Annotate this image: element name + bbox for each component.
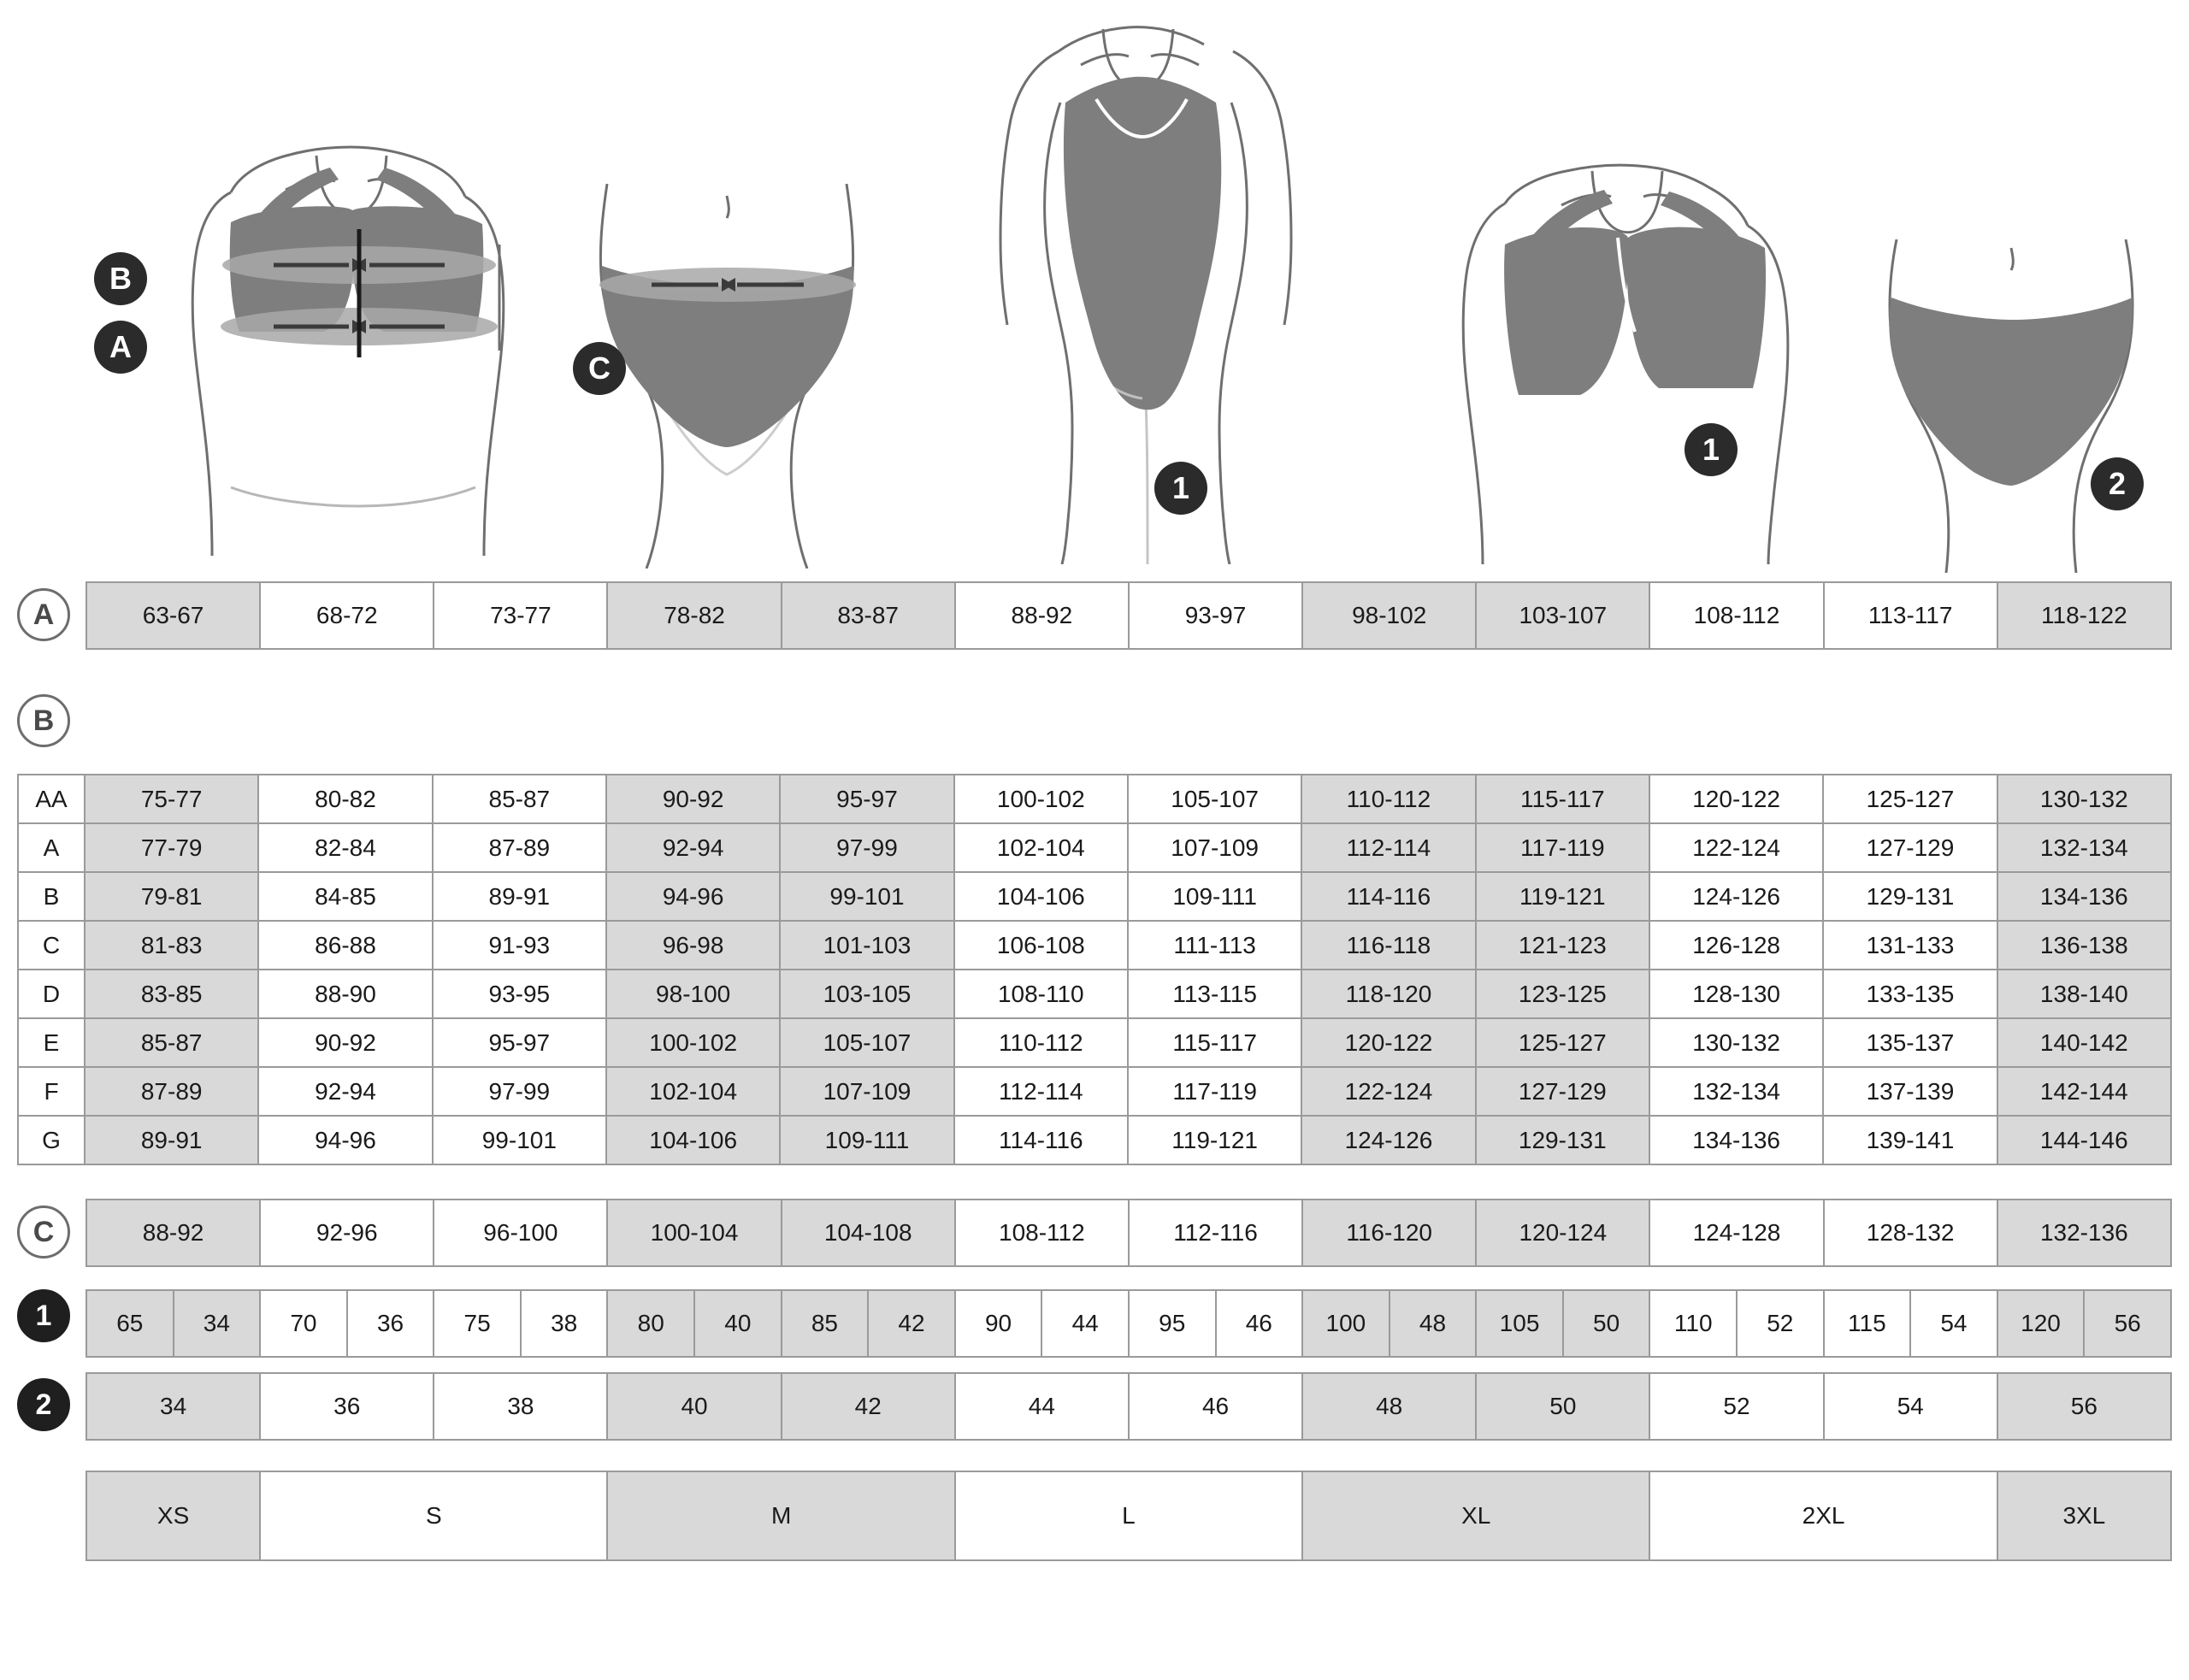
cell-2-8: 50 — [1476, 1373, 1649, 1440]
row-1-table — [86, 1289, 2172, 1358]
row-2-badge-label: 2 — [35, 1388, 52, 1421]
row-1-strip-wrap — [86, 1289, 2172, 1358]
cell-letter-2: M — [607, 1471, 954, 1560]
letter-size-table — [86, 1471, 2172, 1561]
cell-letter-6: 3XL — [1997, 1471, 2171, 1560]
cell-2-5: 44 — [955, 1373, 1129, 1440]
table-row — [86, 1373, 2171, 1440]
cell-b-7-4: 109-111 — [780, 1116, 953, 1164]
cell-b-3-4: 101-103 — [780, 921, 953, 970]
cell-b-1-11: 132-134 — [1997, 823, 2171, 872]
cell-b-4-1: 88-90 — [258, 970, 432, 1018]
cell-b-0-5: 100-102 — [954, 775, 1128, 823]
cell-a-0: 63-67 — [86, 582, 260, 649]
cell-b-2-10: 129-131 — [1823, 872, 1997, 921]
cell-b-3-7: 116-118 — [1301, 921, 1475, 970]
row-b-badge-wrap — [17, 694, 70, 747]
row-1-badge-label: 1 — [35, 1299, 52, 1332]
cell-b-3-9: 126-128 — [1649, 921, 1823, 970]
cell-b-3-8: 121-123 — [1476, 921, 1649, 970]
cell-1-3-0: 80 — [607, 1290, 694, 1357]
figure-brief — [1864, 239, 2180, 573]
table-row — [18, 775, 2171, 823]
cell-b-5-4: 105-107 — [780, 1018, 953, 1067]
cell-2-4: 42 — [782, 1373, 955, 1440]
cell-2-7: 48 — [1302, 1373, 1476, 1440]
cell-b-5-1: 90-92 — [258, 1018, 432, 1067]
cell-a-10: 113-117 — [1824, 582, 1997, 649]
cell-b-4-11: 138-140 — [1997, 970, 2171, 1018]
cell-b-3-11: 136-138 — [1997, 921, 2171, 970]
cell-b-0-7: 110-112 — [1301, 775, 1475, 823]
cell-2-6: 46 — [1129, 1373, 1302, 1440]
cell-b-7-6: 119-121 — [1128, 1116, 1301, 1164]
cell-b-6-3: 102-104 — [606, 1067, 780, 1116]
table-row — [86, 582, 2171, 649]
cup-row-label: B — [18, 872, 85, 921]
cell-c-11: 132-136 — [1997, 1200, 2171, 1266]
cup-row-label: C — [18, 921, 85, 970]
cell-b-2-11: 134-136 — [1997, 872, 2171, 921]
cell-b-6-4: 107-109 — [780, 1067, 953, 1116]
row-1-badge-wrap — [17, 1289, 70, 1342]
cup-row-label: AA — [18, 775, 85, 823]
cell-b-4-4: 103-105 — [780, 970, 953, 1018]
row-c-badge — [17, 1205, 70, 1259]
marker-c-label: C — [588, 351, 611, 386]
cell-b-1-8: 117-119 — [1476, 823, 1649, 872]
row-b-badge — [17, 694, 70, 747]
cell-1-3-1: 40 — [694, 1290, 782, 1357]
table-row — [86, 1290, 2171, 1357]
table-row — [18, 970, 2171, 1018]
cell-b-2-2: 89-91 — [433, 872, 606, 921]
bust-figure-svg — [103, 9, 547, 573]
cell-b-1-4: 97-99 — [780, 823, 953, 872]
cell-b-5-8: 125-127 — [1476, 1018, 1649, 1067]
cell-b-0-0: 75-77 — [85, 775, 258, 823]
cell-b-1-0: 77-79 — [85, 823, 258, 872]
cell-b-1-2: 87-89 — [433, 823, 606, 872]
cell-1-6-0: 95 — [1129, 1290, 1216, 1357]
marker-2-brief — [2091, 457, 2144, 510]
cell-b-5-9: 130-132 — [1649, 1018, 1823, 1067]
cell-1-8-1: 50 — [1563, 1290, 1650, 1357]
cell-a-5: 88-92 — [955, 582, 1129, 649]
cell-b-4-9: 128-130 — [1649, 970, 1823, 1018]
cell-b-2-8: 119-121 — [1476, 872, 1649, 921]
row-a-badge-label: A — [32, 598, 55, 631]
cell-b-6-2: 97-99 — [433, 1067, 606, 1116]
cell-b-2-6: 109-111 — [1128, 872, 1301, 921]
cup-table-wrap — [17, 774, 2172, 1165]
cell-1-7-0: 100 — [1302, 1290, 1390, 1357]
cell-b-3-5: 106-108 — [954, 921, 1128, 970]
cell-b-4-2: 93-95 — [433, 970, 606, 1018]
cell-c-7: 116-120 — [1302, 1200, 1476, 1266]
cell-letter-0: XS — [86, 1471, 260, 1560]
cell-1-2-0: 75 — [434, 1290, 521, 1357]
cell-1-6-1: 46 — [1216, 1290, 1303, 1357]
row-a-badge-wrap — [17, 588, 70, 641]
marker-c-figure — [573, 342, 626, 395]
cell-a-6: 93-97 — [1129, 582, 1302, 649]
cell-c-2: 96-100 — [434, 1200, 607, 1266]
cell-b-4-5: 108-110 — [954, 970, 1128, 1018]
cell-b-6-10: 137-139 — [1823, 1067, 1997, 1116]
cell-b-1-5: 102-104 — [954, 823, 1128, 872]
figure-bust-measurement — [103, 9, 547, 573]
row-2-badge — [17, 1378, 70, 1431]
figure-hip-measurement — [564, 184, 923, 569]
cell-1-8-0: 105 — [1476, 1290, 1563, 1357]
table-row — [18, 1018, 2171, 1067]
cell-b-1-10: 127-129 — [1823, 823, 1997, 872]
illustration-row — [0, 0, 2189, 581]
cell-c-8: 120-124 — [1476, 1200, 1649, 1266]
cell-b-0-3: 90-92 — [606, 775, 780, 823]
cell-b-7-0: 89-91 — [85, 1116, 258, 1164]
cell-b-5-11: 140-142 — [1997, 1018, 2171, 1067]
cell-b-0-4: 95-97 — [780, 775, 953, 823]
cell-b-6-7: 122-124 — [1301, 1067, 1475, 1116]
cell-b-5-0: 85-87 — [85, 1018, 258, 1067]
cell-b-1-3: 92-94 — [606, 823, 780, 872]
cell-1-11-0: 120 — [1997, 1290, 2085, 1357]
marker-a-label: A — [109, 329, 132, 364]
cell-letter-5: 2XL — [1649, 1471, 1997, 1560]
cell-b-7-11: 144-146 — [1997, 1116, 2171, 1164]
cell-2-9: 52 — [1649, 1373, 1823, 1440]
cell-b-2-7: 114-116 — [1301, 872, 1475, 921]
cell-c-9: 124-128 — [1649, 1200, 1823, 1266]
cell-a-4: 83-87 — [782, 582, 955, 649]
cell-b-3-10: 131-133 — [1823, 921, 1997, 970]
cell-b-5-10: 135-137 — [1823, 1018, 1997, 1067]
cell-b-5-7: 120-122 — [1301, 1018, 1475, 1067]
cell-c-10: 128-132 — [1824, 1200, 1997, 1266]
cell-b-1-7: 112-114 — [1301, 823, 1475, 872]
cell-1-10-1: 54 — [1910, 1290, 1997, 1357]
cell-b-3-0: 81-83 — [85, 921, 258, 970]
cell-b-7-1: 94-96 — [258, 1116, 432, 1164]
table-row — [86, 1200, 2171, 1266]
table-row — [18, 1116, 2171, 1164]
bra-figure-svg — [1402, 162, 1804, 564]
figure-onepiece — [966, 0, 1325, 564]
cell-c-5: 108-112 — [955, 1200, 1129, 1266]
cell-c-4: 104-108 — [782, 1200, 955, 1266]
cell-c-1: 92-96 — [260, 1200, 434, 1266]
table-row — [18, 1067, 2171, 1116]
cell-letter-4: XL — [1302, 1471, 1649, 1560]
cell-b-6-5: 112-114 — [954, 1067, 1128, 1116]
cell-c-0: 88-92 — [86, 1200, 260, 1266]
cup-table — [17, 774, 2172, 1165]
cell-b-0-2: 85-87 — [433, 775, 606, 823]
row-2-strip-wrap — [86, 1372, 2172, 1441]
marker-1-label: 1 — [1171, 470, 1190, 505]
cell-b-2-0: 79-81 — [85, 872, 258, 921]
cell-b-4-0: 83-85 — [85, 970, 258, 1018]
cell-b-2-1: 84-85 — [258, 872, 432, 921]
cell-1-7-1: 48 — [1390, 1290, 1477, 1357]
row-2-badge-wrap — [17, 1378, 70, 1431]
row-a-table — [86, 581, 2172, 650]
cell-c-6: 112-116 — [1129, 1200, 1302, 1266]
cell-letter-3: L — [955, 1471, 1302, 1560]
cell-a-7: 98-102 — [1302, 582, 1476, 649]
marker-b-label: B — [109, 261, 132, 296]
cell-1-4-1: 42 — [868, 1290, 955, 1357]
cell-b-1-6: 107-109 — [1128, 823, 1301, 872]
cell-b-2-9: 124-126 — [1649, 872, 1823, 921]
cup-row-label: F — [18, 1067, 85, 1116]
marker-b-figure — [94, 252, 147, 305]
cell-1-9-0: 110 — [1649, 1290, 1737, 1357]
figure-bra — [1402, 162, 1804, 564]
cell-letter-1: S — [260, 1471, 607, 1560]
cell-a-2: 73-77 — [434, 582, 607, 649]
cell-b-0-9: 120-122 — [1649, 775, 1823, 823]
cell-a-3: 78-82 — [607, 582, 781, 649]
cell-b-3-6: 111-113 — [1128, 921, 1301, 970]
marker-1-bra — [1685, 423, 1738, 476]
row-c-strip-wrap — [86, 1199, 2172, 1267]
cell-b-6-11: 142-144 — [1997, 1067, 2171, 1116]
cell-b-2-5: 104-106 — [954, 872, 1128, 921]
cell-b-7-9: 134-136 — [1649, 1116, 1823, 1164]
cell-b-5-6: 115-117 — [1128, 1018, 1301, 1067]
cell-1-5-1: 44 — [1041, 1290, 1129, 1357]
cell-2-3: 40 — [607, 1373, 781, 1440]
cell-b-6-9: 132-134 — [1649, 1067, 1823, 1116]
cell-b-5-5: 110-112 — [954, 1018, 1128, 1067]
cell-b-0-6: 105-107 — [1128, 775, 1301, 823]
cell-b-4-8: 123-125 — [1476, 970, 1649, 1018]
cell-1-4-0: 85 — [782, 1290, 869, 1357]
cell-b-3-1: 86-88 — [258, 921, 432, 970]
cell-c-3: 100-104 — [607, 1200, 781, 1266]
cup-row-label: G — [18, 1116, 85, 1164]
brief-figure-svg — [1864, 239, 2180, 573]
cell-b-7-7: 124-126 — [1301, 1116, 1475, 1164]
cell-b-2-4: 99-101 — [780, 872, 953, 921]
cell-b-6-1: 92-94 — [258, 1067, 432, 1116]
cell-a-8: 103-107 — [1476, 582, 1649, 649]
marker-1-bra-label: 1 — [1702, 432, 1720, 467]
cell-b-0-1: 80-82 — [258, 775, 432, 823]
cell-1-5-0: 90 — [955, 1290, 1042, 1357]
row-c-badge-label: C — [32, 1215, 55, 1248]
cup-row-label: A — [18, 823, 85, 872]
row-b-badge-label: B — [32, 704, 55, 737]
cell-1-1-0: 70 — [260, 1290, 347, 1357]
cell-b-3-2: 91-93 — [433, 921, 606, 970]
row-a-strip-wrap — [86, 581, 2172, 650]
cell-b-4-10: 133-135 — [1823, 970, 1997, 1018]
marker-a-figure — [94, 321, 147, 374]
cell-b-7-3: 104-106 — [606, 1116, 780, 1164]
cell-b-6-6: 117-119 — [1128, 1067, 1301, 1116]
cell-2-0: 34 — [86, 1373, 260, 1440]
onepiece-figure-svg — [966, 0, 1325, 564]
table-row — [86, 1471, 2171, 1560]
letter-size-strip-wrap — [86, 1471, 2172, 1561]
cell-1-9-1: 52 — [1737, 1290, 1824, 1357]
cell-2-2: 38 — [434, 1373, 607, 1440]
cup-row-label: D — [18, 970, 85, 1018]
cell-1-11-1: 56 — [2084, 1290, 2171, 1357]
cell-b-5-3: 100-102 — [606, 1018, 780, 1067]
cell-b-6-0: 87-89 — [85, 1067, 258, 1116]
row-c-table — [86, 1199, 2172, 1267]
cup-row-label: E — [18, 1018, 85, 1067]
cell-b-4-3: 98-100 — [606, 970, 780, 1018]
cell-2-11: 56 — [1997, 1373, 2171, 1440]
cell-1-0-1: 34 — [174, 1290, 261, 1357]
cell-b-7-8: 129-131 — [1476, 1116, 1649, 1164]
cell-b-0-11: 130-132 — [1997, 775, 2171, 823]
cell-b-7-2: 99-101 — [433, 1116, 606, 1164]
cell-b-1-9: 122-124 — [1649, 823, 1823, 872]
cell-a-11: 118-122 — [1997, 582, 2171, 649]
marker-1-onepiece — [1154, 462, 1207, 515]
cell-2-10: 54 — [1824, 1373, 1997, 1440]
cell-1-2-1: 38 — [521, 1290, 608, 1357]
cell-b-3-3: 96-98 — [606, 921, 780, 970]
row-2-table — [86, 1372, 2172, 1441]
cell-b-7-5: 114-116 — [954, 1116, 1128, 1164]
cell-b-5-2: 95-97 — [433, 1018, 606, 1067]
cell-b-7-10: 139-141 — [1823, 1116, 1997, 1164]
row-1-badge — [17, 1289, 70, 1342]
cell-b-4-7: 118-120 — [1301, 970, 1475, 1018]
row-a-badge — [17, 588, 70, 641]
table-row — [18, 823, 2171, 872]
row-c-badge-wrap — [17, 1205, 70, 1259]
cell-b-2-3: 94-96 — [606, 872, 780, 921]
cell-b-1-1: 82-84 — [258, 823, 432, 872]
cell-1-0-0: 65 — [86, 1290, 174, 1357]
marker-2-brief-label: 2 — [2108, 466, 2127, 501]
cell-b-6-8: 127-129 — [1476, 1067, 1649, 1116]
cell-b-0-10: 125-127 — [1823, 775, 1997, 823]
cell-2-1: 36 — [260, 1373, 434, 1440]
table-row — [18, 921, 2171, 970]
cell-b-0-8: 115-117 — [1476, 775, 1649, 823]
cell-b-4-6: 113-115 — [1128, 970, 1301, 1018]
table-row — [18, 872, 2171, 921]
cell-1-1-1: 36 — [347, 1290, 434, 1357]
cell-1-10-0: 115 — [1824, 1290, 1911, 1357]
cell-a-9: 108-112 — [1649, 582, 1823, 649]
cell-a-1: 68-72 — [260, 582, 434, 649]
